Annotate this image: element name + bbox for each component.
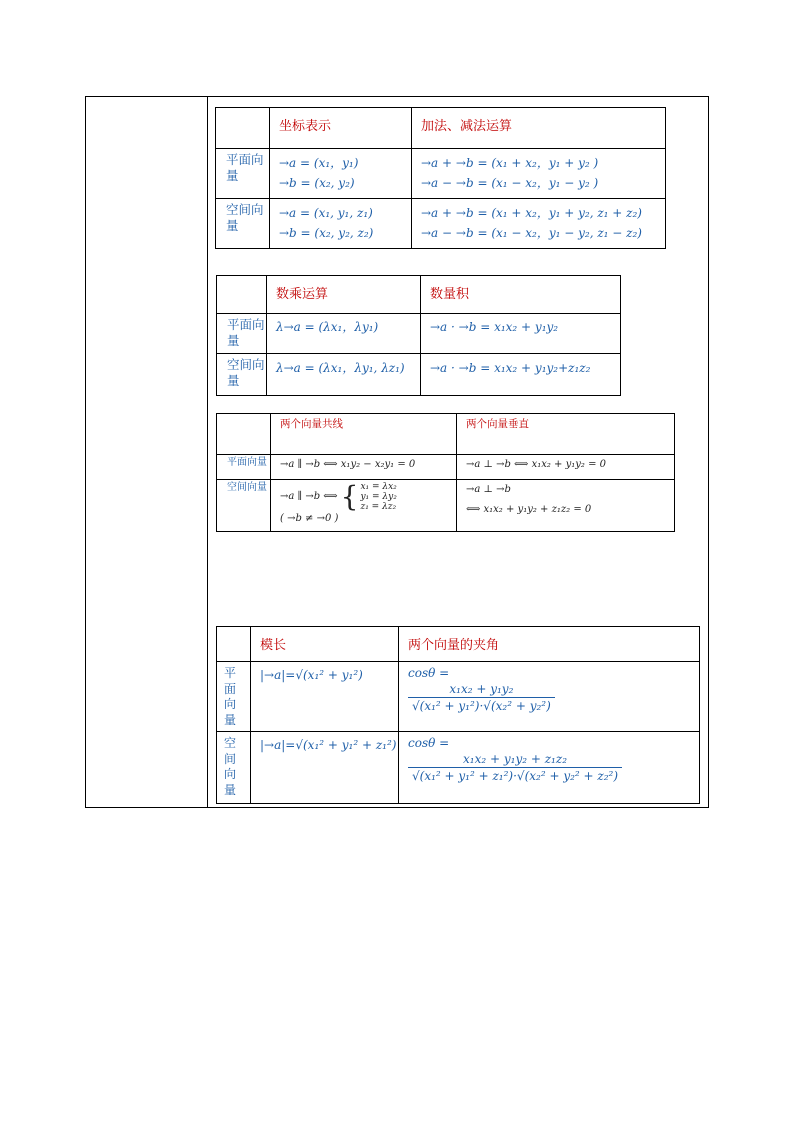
space-coord-b: →b = (x₂, y₂, z₂) [279, 226, 374, 240]
space-coord-a: →a = (x₁, y₁, z₁) [279, 206, 373, 220]
space-parallel-row [280, 482, 456, 512]
plane-parallel-cell [271, 455, 457, 480]
space-cos-cell [399, 732, 700, 804]
space-parallel-cell [271, 480, 457, 532]
plane-add: →a + →b = (x₁ + x₂，y₁ + y₂ ) [421, 156, 599, 170]
space-coord-cell [270, 199, 412, 249]
row-label-plane [217, 662, 251, 732]
header-modulus: 模长 [251, 627, 399, 662]
space-sub: →a − →b = (x₁ − x₂，y₁ − y₂, z₁ − z₂) [421, 226, 642, 240]
space-parallel-system [360, 482, 396, 512]
row-label-space [217, 732, 251, 804]
outer-column-divider [207, 97, 208, 807]
space-parallel-condition: ( →b ≠ →0 ) [280, 513, 339, 524]
header-collinear: 两个向量共线 [271, 414, 457, 455]
space-parallel-lead: →a ∥ →b ⟺ [280, 491, 338, 502]
system-line-z: z₁ = λz₂ [360, 502, 397, 512]
plane-mod: |→a|=√(x₁² + y₁²) [260, 668, 363, 682]
system-line-y: y₁ = λy₂ [360, 492, 397, 502]
row-label-plane: 平面向量 [216, 149, 270, 199]
header-add-sub: 加法、减法运算 [412, 108, 666, 149]
plane-cos-cell [399, 662, 700, 732]
space-mod: |→a|=√(x₁² + y₁² + z₁²) [260, 738, 397, 752]
label-char: 向 [224, 767, 237, 781]
space-cos-lhs: cosθ = [408, 736, 450, 750]
label-char: 间 [224, 751, 237, 766]
corner-cell [217, 627, 251, 662]
space-perp-1: →a ⊥ →b [466, 484, 511, 495]
space-perp-cell [457, 480, 675, 532]
header-angle: 两个向量的夹角 [399, 627, 700, 662]
space-ops-cell [412, 199, 666, 249]
plane-coord-cell [270, 149, 412, 199]
plane-dot: →a · →b = x₁x₂ + y₁y₂ [430, 320, 559, 334]
label-char: 空 [224, 736, 237, 750]
collinear-perpendicular-table [216, 413, 675, 532]
row-label-plane: 平面向量 [217, 314, 267, 354]
modulus-angle-table [216, 626, 700, 804]
plane-ops-cell [412, 149, 666, 199]
system-line-x: x₁ = λx₂ [360, 482, 397, 492]
corner-cell [217, 276, 267, 314]
header-dot: 数量积 [421, 276, 621, 314]
plane-scalar: λ→a = (λx₁，λy₁) [276, 320, 379, 334]
plane-coord-a: →a = (x₁，y₁) [279, 156, 359, 170]
label-char: 向 [224, 697, 237, 711]
space-perp-2: ⟺ x₁x₂ + y₁y₂ + z₁z₂ = 0 [466, 504, 592, 515]
space-dot: →a · →b = x₁x₂ + y₁y₂+z₁z₂ [430, 361, 591, 375]
plane-cos-fraction [408, 681, 555, 714]
header-perpendicular: 两个向量垂直 [457, 414, 675, 455]
plane-coord-b: →b = (x₂, y₂) [279, 176, 355, 190]
plane-cos-lhs: cosθ = [408, 666, 450, 680]
scalar-dot-table [216, 275, 621, 396]
header-coordinate: 坐标表示 [270, 108, 412, 149]
row-label-plane: 平面向量 [217, 455, 271, 480]
coordinate-addition-table [215, 107, 666, 249]
label-char: 量 [224, 782, 237, 797]
space-add: →a + →b = (x₁ + x₂，y₁ + y₂, z₁ + z₂) [421, 206, 642, 220]
plane-dot-cell [421, 314, 621, 354]
space-mod-cell [251, 732, 399, 804]
plane-cos-numerator: x₁x₂ + y₁y₂ [449, 682, 514, 696]
row-label-space: 空间向量 [216, 199, 270, 249]
plane-mod-cell [251, 662, 399, 732]
corner-cell [217, 414, 271, 455]
label-char: 面 [224, 681, 237, 696]
space-cos-fraction [408, 751, 622, 784]
corner-cell [216, 108, 270, 149]
brace-symbol: { [340, 480, 359, 513]
header-scalar: 数乘运算 [267, 276, 421, 314]
space-dot-cell [421, 354, 621, 396]
plane-perp: →a ⊥ →b ⟺ x₁x₂ + y₁y₂ = 0 [466, 459, 607, 470]
plane-sub: →a − →b = (x₁ − x₂，y₁ − y₂ ) [421, 176, 599, 190]
label-char: 平 [224, 666, 237, 680]
plane-perp-cell [457, 455, 675, 480]
plane-parallel: →a ∥ →b ⟺ x₁y₂ − x₂y₁ = 0 [280, 459, 416, 470]
plane-scalar-cell [267, 314, 421, 354]
space-cos-numerator: x₁x₂ + y₁y₂ + z₁z₂ [463, 752, 567, 766]
space-cos-denominator: √(x₁² + y₁² + z₁²)·√(x₂² + y₂² + z₂²) [408, 767, 622, 784]
label-char: 量 [224, 712, 237, 727]
plane-cos-denominator: √(x₁² + y₁²)·√(x₂² + y₂²) [408, 697, 555, 714]
row-label-space: 空间向量 [217, 354, 267, 396]
space-scalar: λ→a = (λx₁，λy₁, λz₁) [276, 361, 405, 375]
space-scalar-cell [267, 354, 421, 396]
row-label-space: 空间向量 [217, 480, 271, 532]
